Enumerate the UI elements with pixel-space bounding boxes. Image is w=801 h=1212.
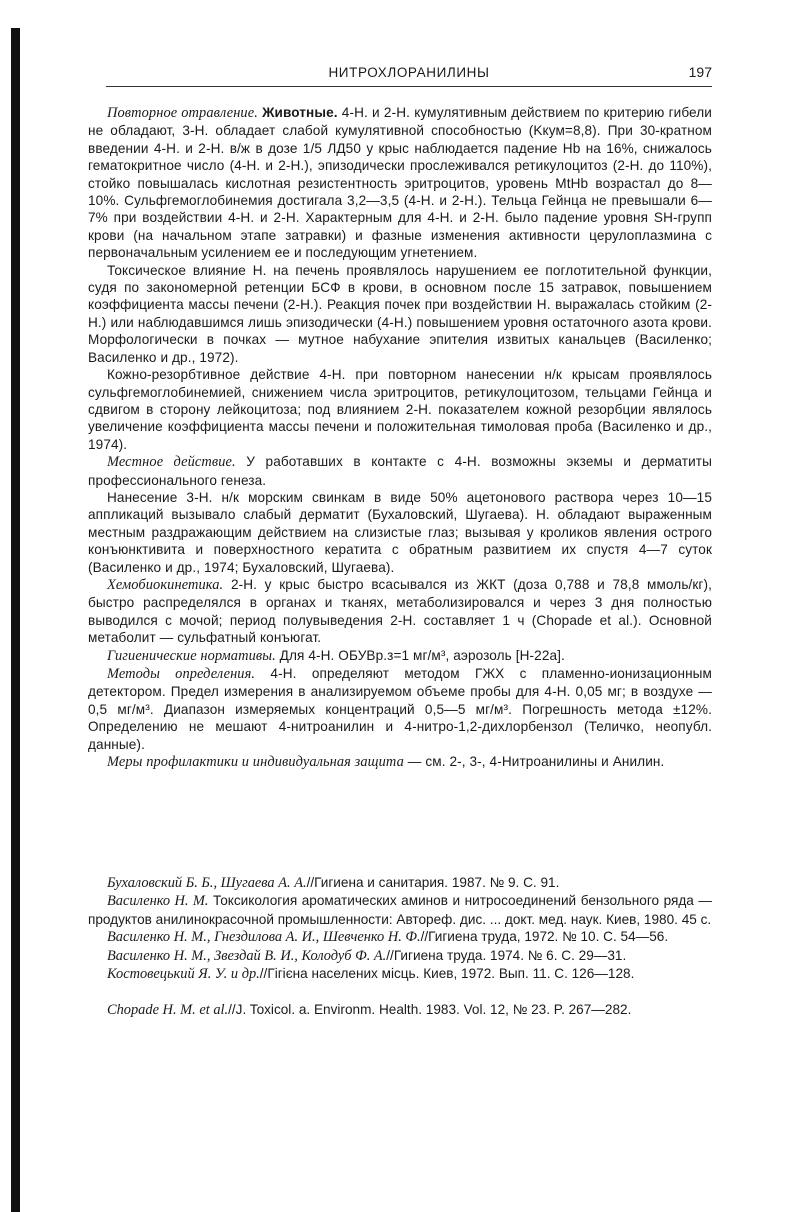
paragraph-skin-resorptive xyxy=(88,366,712,453)
reference-item xyxy=(88,892,712,928)
reference-item xyxy=(88,947,712,965)
paragraph-local-action xyxy=(88,453,712,489)
paragraph-hygienic-norms xyxy=(88,647,712,665)
paragraph-text: Кожно-резорбтивное действие 4-Н. при повторном нанесении н/к крысам проявлялось сульфгемоглобинемией, снижением числа эритроцитов, ретикулоцитозом, тельцами Гейнца и сдвигом в сторону лейкоцитоза; под влиянием 2-Н. показателем кожной резорбции являлось увеличение коэффициента массы печени и положительная тимоловая проба (Василенко и др., 1974). xyxy=(88,367,712,452)
reference-authors: Бухаловский Б. Б., Шугаева А. А. xyxy=(107,875,307,891)
reference-authors: Василенко Н. М., Звездай В. И., Колодуб Ф. А. xyxy=(107,947,387,964)
section-lead: Местное действие. xyxy=(107,454,236,471)
reference-authors: Василенко Н. М. xyxy=(107,893,209,910)
reference-source: //J. Toxicol. a. Environm. Health. 1983. Vol. 12, № 23. P. 267—282. xyxy=(228,1002,632,1018)
reference-source: //Гигиена труда. 1974. № 6. С. 29—31. xyxy=(386,947,627,963)
paragraph-chemobiokinetics xyxy=(88,576,712,647)
paragraph-prevention xyxy=(88,753,712,771)
reference-source: //Гигиена труда, 1972. № 10. С. 54—56. xyxy=(420,929,669,945)
reference-item xyxy=(88,928,712,946)
paragraph-text: Токсическое влияние Н. на печень проявлялось нарушением ее поглотительной функции, судя по закономерной ретенции БСФ в крови, в основном после 15 затравок, повышением коэффициента массы печени (2-Н.). Реакция почек при воздействии Н. выражалась стойким (2-Н.) или наблюдавшимся лишь эпизодически (4-Н.) повышением уровня остаточного азота крови. Морфологически в почках — мутное набухание эпителия извитых канальцев (Василенко; Василенко и др., 1972). xyxy=(88,262,712,365)
paragraph-guinea-pigs xyxy=(88,489,712,576)
reference-authors: Chopade H. M. et al. xyxy=(107,1002,229,1019)
paragraph-text: 2-Н. у крыс быстро всасывался из ЖКТ (доза 0,788 и 78,8 ммоль/кг), быстро распределялся в органах и тканях, метаболизировался и через 3 дня полностью выводился с мочой; период полувыведения 2-Н. составляет 1 ч (Chopade et al.). Основной метаболит — сульфатный конъюгат. xyxy=(88,576,712,646)
running-header xyxy=(106,63,712,85)
main-text xyxy=(88,104,712,771)
subsection-label: Животные. xyxy=(262,105,338,120)
paragraph-repeated-poisoning xyxy=(88,104,712,262)
paragraph-text: 4-Н. определяют методом ГЖХ с пламенно-ионизационным детектором. Предел измерения в анализируемом объеме пробы для 4-Н. 0,05 мг; в воздухе — 0,5 мг/м³. Диапазон измеряемых концентраций 0,5—5 мг/м³. Погрешность метода ±12%. Определению не мешают 4-нитроанилин и 4-нитро-1,2-дихлорбензол (Теличко, неопубл. данные). xyxy=(88,666,712,752)
paragraph-text: Для 4-Н. ОБУВр.з=1 мг/м³, аэрозоль [Н-22а]. xyxy=(279,647,565,663)
references-list xyxy=(88,874,712,1020)
page-spine-shadow xyxy=(11,28,20,1212)
section-lead: Меры профилактики и индивидуальная защита xyxy=(107,754,404,771)
reference-item xyxy=(88,874,712,892)
page-number: 197 xyxy=(688,64,712,80)
reference-item xyxy=(88,1001,712,1019)
section-lead: Хемобиокинетика. xyxy=(107,576,224,593)
paragraph-text: Нанесение 3-Н. н/к морским свинкам в виде 50% ацетонового раствора через 10—15 аппликаций вызывало слабый дерматит (Бухаловский, Шугаева). Н. обладают выраженным местным раздражающим действием на слизистые глаз; вызывая у кроликов явления острого конъюнктивита и поверхностного кератита с обратным развитием их спустя 4—7 суток (Василенко и др., 1974; Бухаловский, Шугаева). xyxy=(88,489,712,575)
section-lead: Методы определения. xyxy=(107,666,256,682)
reference-source: Токсикология ароматических аминов и нитросоединений бензольного ряда — продуктов анилинокрасочной промышленности: Автореф. дис. ... докт. мед. наук. Киев, 1980. 45 с. xyxy=(88,893,712,927)
reference-authors: Костовецький Я. У. и др. xyxy=(107,966,260,983)
reference-source: //Гигиена и санитария. 1987. № 9. С. 91. xyxy=(306,875,560,890)
paragraph-text: У работавших в контакте с 4-Н. возможны экземы и дерматиты профессионального генеза. xyxy=(88,454,712,488)
section-lead: Повторное отравление. xyxy=(107,105,258,121)
paragraph-text: — см. 2-, 3-, 4-Нитроанилины и Анилин. xyxy=(407,754,665,770)
paragraph-liver-effect xyxy=(88,262,712,366)
header-rule xyxy=(106,86,712,87)
paragraph-methods xyxy=(88,665,712,753)
running-title: НИТРОХЛОРАНИЛИНЫ xyxy=(328,65,490,80)
reference-authors: Василенко Н. М., Гнездилова А. И., Шевченко Н. Ф. xyxy=(107,929,421,946)
paragraph-text: 4-Н. и 2-Н. кумулятивным действием по критерию гибели не обладают, 3-Н. обладает слабой кумулятивной способностью (Kкум=8,8). При 30-кратном введении 4-Н. и 2-Н. в/ж в дозе 1/5 ЛД50 у крыс наблюдается падение Hb на 16%, снижалось гематокритное число (4-Н. и 2-Н.), эпизодически прослеживался ретикулоцитоз (2-Н. до 110%), стойко повышалась кислотная резистентность эритроцитов, уровень MtHb возрастал до 8—10%. Сульфгемоглобинемия достигала 3,2—3,5 (4-Н. и 2-Н.). Тельца Гейнца не превышали 6—7% при воздействии 4-Н. и 2-Н. Характерным для 4-Н. и 2-Н. было падение уровня SH-групп крови (на начальном этапе затравки) и фазные изменения активности церулоплазмина с первоначальным усилением ее и последующим угнетением. xyxy=(88,105,712,261)
reference-item xyxy=(88,965,712,983)
reference-source: //Гігієна населених місць. Киев, 1972. Вып. 11. С. 126—128. xyxy=(259,966,635,982)
section-lead: Гигиенические нормативы. xyxy=(107,647,276,664)
